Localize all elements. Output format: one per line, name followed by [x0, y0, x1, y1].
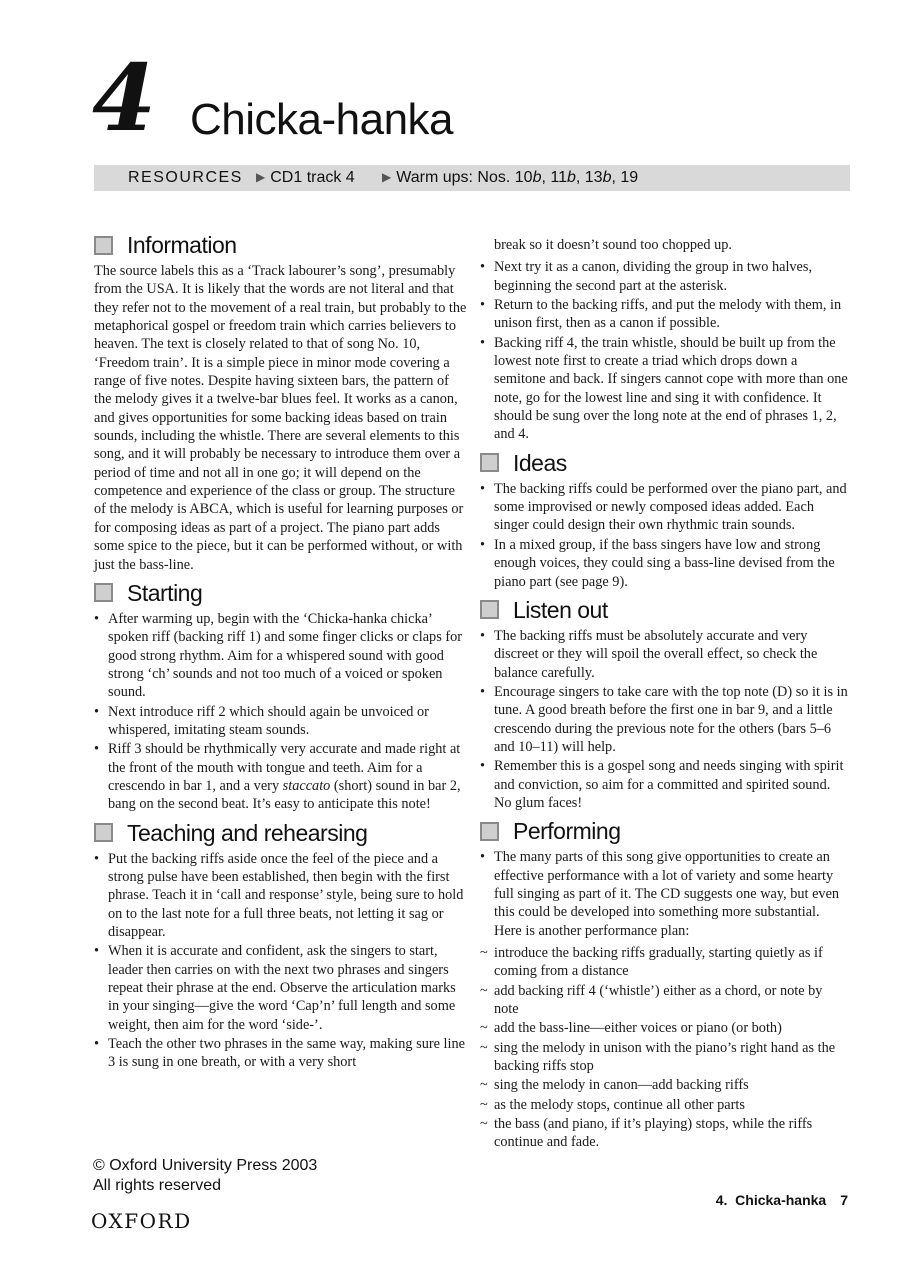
warmup-variant: b	[566, 169, 576, 186]
section-heading-performing	[480, 816, 850, 846]
starting-list	[94, 610, 468, 814]
plan-step: ~ add the bass-line—either voices or piano (or both)	[480, 1019, 850, 1037]
square-bullet-icon	[480, 822, 499, 841]
teaching-continuation: break so it doesn’t sound too chopped up.	[494, 237, 732, 253]
warmup-tail: , 19	[611, 169, 639, 186]
heading-text: Performing	[513, 818, 621, 845]
item-text: (short) sound in bar 2, bang on the second beat. It’s easy to anticipate this note!	[108, 777, 461, 813]
rights-line: All rights reserved	[93, 1177, 222, 1194]
list-item: • Put the backing riffs aside once the feel of the piece and a strong pulse have been established, then begin with the first phrase. Teach it in ‘call and response’ style, being sure to hold on to the last note for a full three beats, not letting it sag or disappear.	[94, 850, 468, 942]
list-item: • Remember this is a gospel song and needs singing with spirit and conviction, so aim for a committed and spirited sound. No glum faces!	[480, 757, 850, 812]
item-italic: staccato	[282, 777, 331, 794]
plan-step: ~ sing the melody in canon—add backing riffs	[480, 1076, 850, 1094]
warmup-sep: , 13	[575, 169, 603, 186]
left-column	[94, 228, 468, 1076]
square-bullet-icon	[94, 236, 113, 255]
plan-step: ~ the bass (and piano, if it’s playing) stops, while the riffs continue and fade.	[480, 1115, 850, 1152]
performance-plan	[480, 944, 850, 1152]
resources-warmups	[382, 165, 638, 191]
resources-track	[256, 165, 355, 191]
page-number: 7	[840, 1192, 848, 1208]
list-item: • In a mixed group, if the bass singers have low and strong enough voices, they could sing a bass-line devised from the piano part (see page 9).	[480, 536, 850, 591]
copyright-notice	[93, 1156, 317, 1196]
plan-step: ~ sing the melody in unison with the piano’s right hand as the backing riffs stop	[480, 1039, 850, 1076]
plan-step: ~ introduce the backing riffs gradually, starting quietly as if coming from a distance	[480, 944, 850, 981]
warmups-prefix: Warm ups: Nos. 10	[396, 169, 533, 186]
section-heading-teaching	[94, 818, 468, 848]
list-item: • Return to the backing riffs, and put the melody with them, in unison first, then as a canon if possible.	[480, 296, 850, 333]
square-bullet-icon	[480, 453, 499, 472]
square-bullet-icon	[94, 583, 113, 602]
plan-step: ~ add backing riff 4 (‘whistle’) either as a chord, or note by note	[480, 982, 850, 1019]
running-title: 4. Chicka-hanka	[715, 1192, 827, 1208]
heading-text: Information	[127, 232, 237, 258]
resources-bar	[94, 165, 850, 191]
heading-text: Ideas	[513, 449, 567, 476]
chapter-title: Chicka-hanka	[190, 95, 454, 144]
list-item: • Next try it as a canon, dividing the group in two halves, beginning the second part at the asterisk.	[480, 258, 850, 295]
ideas-list	[480, 480, 850, 591]
warmup-sep: , 11	[541, 169, 567, 186]
heading-text: Listen out	[513, 596, 608, 623]
heading-text: Starting	[127, 579, 203, 606]
information-text: The source labels this as a ‘Track labourer’s song’, presumably from the USA. It is likely that the words are not literal and that they refer not to the movement of a real train, but probably to the metaphorical gospel or freedom train which carries believers to heaven. The text is closely related to that of song No. 10, ‘Freedom train’. It is a simple piece in minor mode covering a range of five notes. Despite having sixteen bars, the pattern of the melody gives it a twelve-bar blues feel. It works as a canon, and gives opportunities for some backing ideas based on train sounds, including the whistle. There are several elements to this song, and it will probably be necessary to introduce them over a period of time and not all in one go; it will depend on the competence and experience of the class or group. The structure of the melody is ABCA, which is useful for learning purposes or for composing ideas as part of a project. The piano part adds some spice to the piece, but it can be performed without, or with just the bass-line.	[94, 263, 467, 573]
oxford-logo: OXFORD	[91, 1209, 192, 1233]
track-text: CD1 track 4	[270, 169, 355, 186]
copyright-line: © Oxford University Press 2003	[93, 1157, 318, 1174]
section-heading-starting	[94, 578, 468, 608]
resources-label: RESOURCES	[128, 169, 243, 186]
right-column	[480, 236, 850, 1156]
heading-text: Teaching and rehearsing	[127, 819, 368, 846]
list-item: • The backing riffs must be absolutely accurate and very discreet or they will spoil the overall effect, so check the balance carefully.	[480, 627, 850, 682]
square-bullet-icon	[480, 600, 499, 619]
section-heading-ideas	[480, 448, 850, 478]
listen-list	[480, 627, 850, 812]
list-item: • When it is accurate and confident, ask the singers to start, leader then carries on with the next two phrases and singers repeat their phrase at the end. Observe the articulation marks in your singing—give the word ‘Cap’n’ full length and some weight, then aim for the word ‘side-’.	[94, 942, 468, 1034]
warmup-variant: b	[602, 169, 612, 186]
list-item: • Teach the other two phrases in the same way, making sure line 3 is sung in one breath, or with a very short	[94, 1035, 468, 1072]
square-bullet-icon	[94, 823, 113, 842]
plan-step: ~ as the melody stops, continue all other parts	[480, 1096, 850, 1114]
teaching-list	[94, 850, 468, 1072]
section-heading-listen-out	[480, 595, 850, 625]
performing-list	[480, 848, 850, 940]
list-item: • The backing riffs could be performed over the piano part, and some improvised or newly composed ideas added. Each singer could design their own rhythmic train sounds.	[480, 480, 850, 535]
page-footer	[716, 1192, 848, 1208]
chapter-number: 4	[92, 44, 157, 152]
list-item: • Backing riff 4, the train whistle, should be built up from the lowest note first to create a triad which drops down a semitone and back. If singers cannot cope with more than one note, go for the lowest line and sing it with confidence. It should be sung over the long note at the end of phrases 1, 2, and 4.	[480, 334, 850, 444]
play-triangle-icon: ▶	[382, 170, 392, 184]
section-heading-information	[94, 230, 468, 260]
warmup-variant: b	[532, 169, 542, 186]
teaching-list-continued	[480, 258, 850, 443]
list-item: • After warming up, begin with the ‘Chicka-hanka chicka’ spoken riff (backing riff 1) and some finger clicks or claps for good strong rhythm. Aim for a whispered sound with good strong ‘ch’ sounds and not too much of a voiced or spoken sound.	[94, 610, 468, 702]
list-item: • Encourage singers to take care with the top note (D) so it is in tune. A good breath before the first one in bar 9, and a little crescendo during the previous note for the others (bars 5–6 and 10–11) will help.	[480, 683, 850, 756]
play-triangle-icon: ▶	[256, 170, 266, 184]
list-item: • Next introduce riff 2 which should again be unvoiced or whispered, imitating steam sounds.	[94, 703, 468, 740]
list-item: • The many parts of this song give opportunities to create an effective performance with a lot of variety and some hearty full singing as part of it. The CD suggests one way, but even this could be developed into something more substantial. Here is another performance plan:	[480, 848, 850, 940]
list-item	[94, 740, 468, 813]
item-text: Riff 3 should be rhythmically very accurate and made right at the front of the mouth with tongue and teeth. Aim for a crescendo in bar 1, and a very	[108, 741, 461, 794]
